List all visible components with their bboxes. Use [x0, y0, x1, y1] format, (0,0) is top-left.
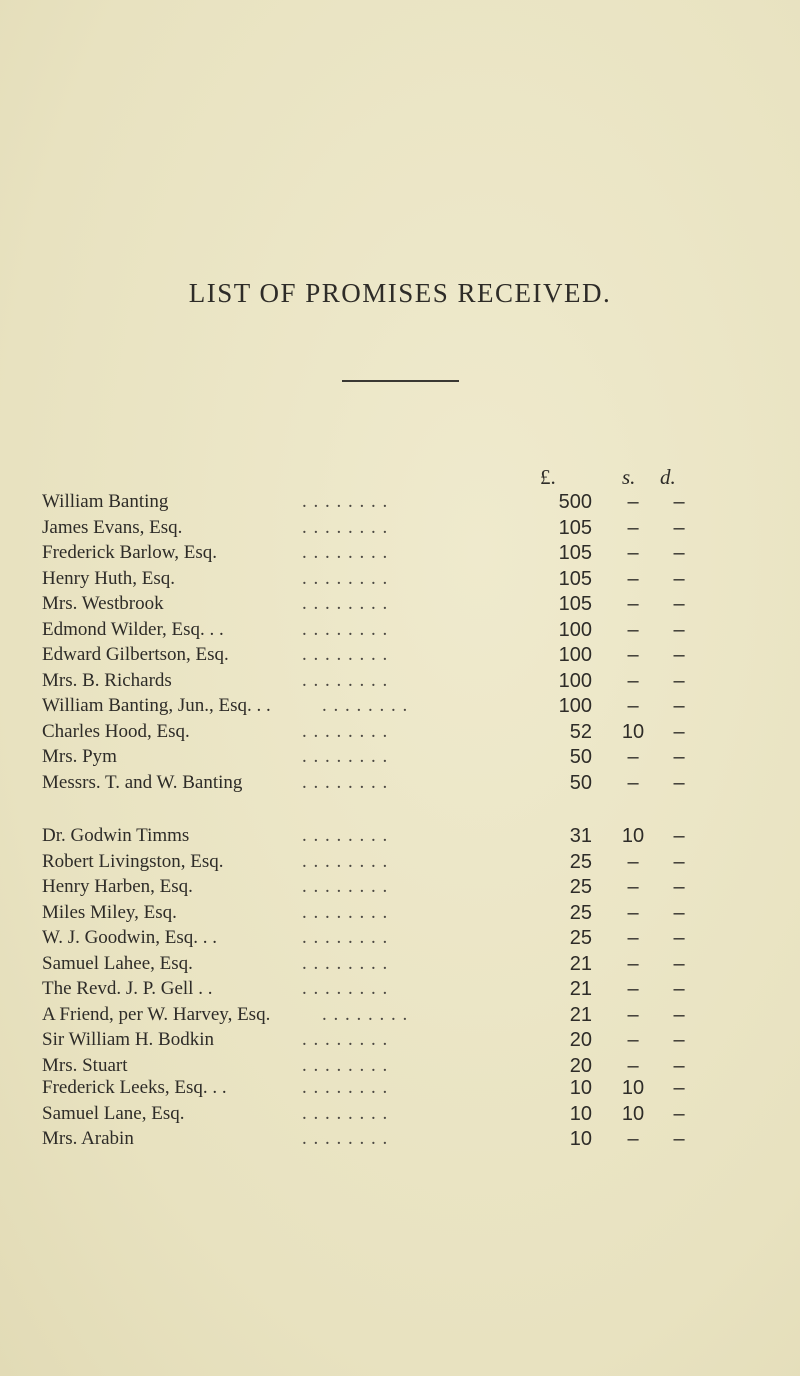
amount-shillings: 10 [621, 720, 645, 743]
amount-pounds: 21 [569, 1003, 592, 1026]
amount-shillings: 10 [621, 1077, 645, 1099]
subscriber-name: W. J. Goodwin, Esq. . . [42, 927, 218, 948]
subscriber-name: Miles Miley, Esq. [42, 901, 177, 923]
amount-pounds: 105 [558, 542, 592, 564]
subscriber-name: William Banting, Jun., Esq. . . [42, 695, 271, 716]
amount-pounds: 31 [569, 825, 592, 847]
leader-dots: . . . . . . . . [302, 876, 389, 897]
amount-shillings: – [627, 542, 639, 564]
subscriber-name: Edward Gilbertson, Esq. [42, 644, 229, 665]
leader-dots: . . . . . . . . [302, 593, 389, 614]
amount-pence: – [673, 746, 685, 768]
amount-pounds: 500 [558, 491, 592, 513]
amount-pounds: 100 [558, 618, 592, 641]
subscriber-name: Sir William H. Bodkin [42, 1029, 215, 1050]
amount-shillings: – [627, 850, 639, 873]
amount-shillings: – [627, 618, 639, 641]
amount-pounds: 10 [569, 1128, 592, 1150]
leader-dots: . . . . . . . . [302, 720, 389, 742]
amount-pence: – [673, 901, 685, 924]
amount-pounds: 100 [558, 669, 592, 692]
amount-pence: – [673, 771, 685, 794]
subscriber-name: A Friend, per W. Harvey, Esq. [42, 1003, 271, 1025]
amount-shillings: 10 [621, 1102, 645, 1125]
leader-dots: . . . . . . . . [302, 1102, 389, 1124]
subscriber-name: Mrs. Stuart [42, 1054, 128, 1076]
amount-pence: – [673, 491, 685, 513]
amount-shillings: – [627, 901, 639, 924]
subscriber-name: Mrs. Arabin [42, 1128, 134, 1149]
amount-pence: – [673, 567, 685, 590]
amount-pence: – [673, 593, 685, 615]
amount-shillings: – [627, 567, 639, 590]
subscriber-name: Messrs. T. and W. Banting [42, 771, 243, 793]
leader-dots: . . . . . . . . [302, 1054, 389, 1076]
amount-pence: – [673, 1102, 685, 1125]
subscriber-name: The Revd. J. P. Gell . . [42, 978, 213, 999]
amount-pence: – [673, 1029, 685, 1051]
amount-pounds: 10 [569, 1102, 592, 1125]
amount-pence: – [673, 952, 685, 975]
amount-pence: – [673, 876, 685, 898]
amount-pounds: 25 [569, 850, 592, 873]
amount-pence: – [673, 1077, 685, 1099]
leader-dots: . . . . . . . . [302, 746, 389, 767]
subscriber-name: Frederick Barlow, Esq. [42, 542, 217, 563]
amount-shillings: 10 [621, 825, 645, 847]
amount-shillings: – [627, 1128, 639, 1150]
title-rule [342, 380, 459, 382]
amount-shillings: – [627, 593, 639, 615]
amount-pounds: 50 [569, 771, 592, 794]
leader-dots: . . . . . . . . [302, 542, 389, 563]
leader-dots: . . . . . . . . [302, 825, 389, 846]
amount-pence: – [673, 825, 685, 847]
amount-pence: – [673, 542, 685, 564]
amount-pounds: 50 [569, 746, 592, 768]
leader-dots: . . . . . . . . [302, 516, 389, 538]
amount-pounds: 21 [569, 952, 592, 975]
leader-dots: . . . . . . . . [302, 1077, 389, 1098]
subscriber-name: William Banting [42, 491, 169, 512]
subscriber-name: Henry Huth, Esq. [42, 567, 175, 589]
amount-shillings: – [627, 669, 639, 692]
amount-pounds: 105 [558, 567, 592, 590]
amount-pence: – [673, 644, 685, 666]
leader-dots: . . . . . . . . [302, 978, 389, 999]
subscriber-name: Frederick Leeks, Esq. . . [42, 1077, 227, 1098]
amount-shillings: – [627, 644, 639, 666]
list-item [42, 768, 800, 798]
amount-pence: – [673, 927, 685, 949]
pence-header: d. [660, 465, 676, 489]
amount-pounds: 52 [569, 720, 592, 743]
page-title: LIST OF PROMISES RECEIVED. [188, 278, 612, 308]
leader-dots: . . . . . . . . [302, 771, 389, 793]
amount-pounds: 100 [558, 695, 592, 717]
amount-pounds: 105 [558, 593, 592, 615]
leader-dots: . . . . . . . . [302, 1128, 389, 1149]
subscriber-name: Mrs. Pym [42, 746, 117, 767]
amount-shillings: – [627, 1029, 639, 1051]
list-item [42, 1124, 800, 1154]
subscriber-name: Dr. Godwin Timms [42, 825, 190, 846]
leader-dots: . . . . . . . . [302, 618, 389, 640]
leader-dots: . . . . . . . . [302, 927, 389, 948]
leader-dots: . . . . . . . . [302, 669, 389, 691]
amount-shillings: – [627, 1003, 639, 1026]
subscriber-name: Henry Harben, Esq. [42, 876, 193, 897]
amount-pounds: 25 [569, 901, 592, 924]
amount-pounds: 21 [569, 978, 592, 1000]
leader-dots: . . . . . . . . [322, 695, 409, 716]
amount-pounds: 25 [569, 927, 592, 949]
amount-shillings: – [627, 771, 639, 794]
amount-pounds: 25 [569, 876, 592, 898]
amount-pence: – [673, 850, 685, 873]
amount-shillings: – [627, 695, 639, 717]
amount-pence: – [673, 669, 685, 692]
amount-shillings: – [627, 927, 639, 949]
subscriber-name: Mrs. B. Richards [42, 669, 172, 691]
leader-dots: . . . . . . . . [302, 1029, 389, 1050]
amount-pence: – [673, 1054, 685, 1077]
amount-pence: – [673, 1003, 685, 1026]
leader-dots: . . . . . . . . [302, 644, 389, 665]
amount-pence: – [673, 978, 685, 1000]
amount-shillings: – [627, 491, 639, 513]
amount-pence: – [673, 720, 685, 743]
subscriber-name: Samuel Lane, Esq. [42, 1102, 185, 1124]
amount-pounds: 10 [569, 1077, 592, 1099]
amount-pence: – [673, 516, 685, 539]
leader-dots: . . . . . . . . [302, 901, 389, 923]
leader-dots: . . . . . . . . [302, 567, 389, 589]
amount-shillings: – [627, 1054, 639, 1077]
subscriber-name: Samuel Lahee, Esq. [42, 952, 193, 974]
amount-shillings: – [627, 516, 639, 539]
amount-pounds: 20 [569, 1054, 592, 1077]
pounds-header: £. [540, 465, 556, 489]
amount-shillings: – [627, 952, 639, 975]
shillings-header: s. [622, 465, 636, 489]
subscriber-name: James Evans, Esq. [42, 516, 183, 538]
amount-pounds: 100 [558, 644, 592, 666]
amount-shillings: – [627, 876, 639, 898]
amount-pounds: 20 [569, 1029, 592, 1051]
amount-pence: – [673, 618, 685, 641]
amount-shillings: – [627, 746, 639, 768]
leader-dots: . . . . . . . . [322, 1003, 409, 1025]
subscriber-name: Charles Hood, Esq. [42, 720, 190, 742]
amount-pounds: 105 [558, 516, 592, 539]
leader-dots: . . . . . . . . [302, 491, 389, 512]
leader-dots: . . . . . . . . [302, 850, 389, 872]
amount-pence: – [673, 1128, 685, 1150]
amount-pence: – [673, 695, 685, 717]
amount-shillings: – [627, 978, 639, 1000]
subscriber-name: Mrs. Westbrook [42, 593, 164, 614]
subscriber-name: Robert Livingston, Esq. [42, 850, 224, 872]
subscriber-name: Edmond Wilder, Esq. . . [42, 618, 224, 640]
leader-dots: . . . . . . . . [302, 952, 389, 974]
